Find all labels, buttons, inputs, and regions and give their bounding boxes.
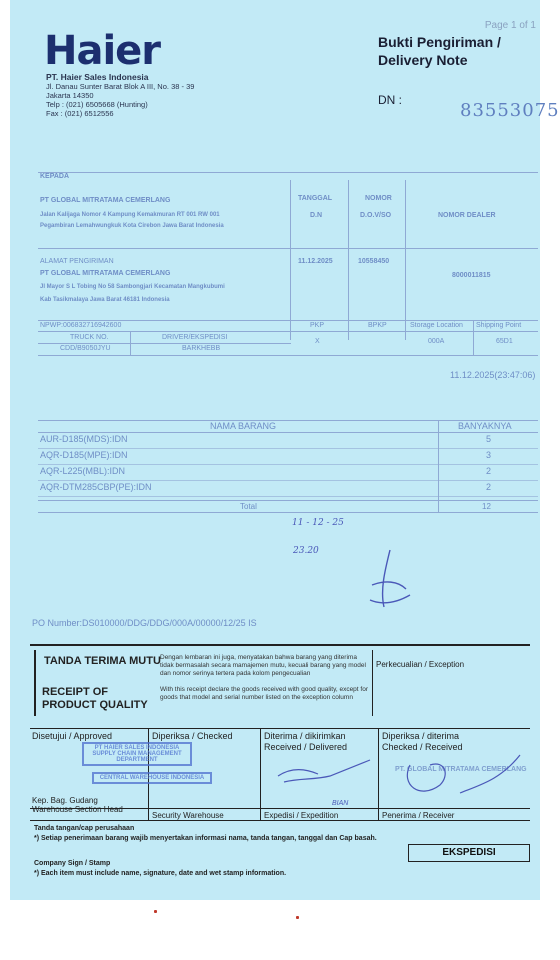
- warehouse-head-label: [32, 796, 123, 814]
- dealer-label: NOMOR DEALER: [438, 212, 496, 219]
- nomor-sub: D.O.V/SO: [360, 212, 392, 219]
- company-fax: Fax : (021) 6512556: [46, 109, 114, 118]
- warehouse-head-line-2: Warehouse Section Head: [32, 805, 123, 814]
- warehouse-stamp: CENTRAL WAREHOUSE INDONESIA: [92, 772, 212, 784]
- company-name: PT. Haier Sales Indonesia: [46, 72, 149, 82]
- ship-address-2: Kab Tasikmalaya Jawa Barat 46181 Indonesia: [40, 297, 170, 303]
- red-dot: [296, 916, 299, 919]
- sign-id-label: Tanda tangan/cap perusahaan: [34, 825, 135, 832]
- total-label: Total: [240, 502, 257, 511]
- dealer-number: 8000011815: [452, 272, 491, 279]
- expedition-signature-icon: [270, 750, 380, 800]
- dn-date: 11.12.2025: [298, 258, 333, 265]
- expedition-label: Expedisi / Expedition: [264, 811, 339, 820]
- checked-received-line-1: Diperiksa / diterima: [382, 731, 460, 741]
- bpkp-label: BPKP: [368, 322, 387, 329]
- driver-label: DRIVER/EKSPEDISI: [162, 334, 228, 341]
- company-info: [46, 73, 194, 118]
- received-delivered-line-2: Received / Delivered: [264, 742, 348, 752]
- handwritten-time: 23.20: [293, 546, 319, 556]
- shipping-value: 65D1: [496, 338, 513, 345]
- item-qty: 2: [486, 482, 492, 492]
- print-timestamp: 11.12.2025(23:47:06): [450, 370, 536, 380]
- item-qty: 3: [486, 450, 492, 460]
- warehouse-head-line-1: Kep. Bag. Gudang: [32, 796, 98, 805]
- kepada-label: KEPADA: [40, 173, 70, 180]
- tanggal-label: TANGGAL: [298, 195, 333, 202]
- exception-label: Perkecualian / Exception: [376, 660, 465, 669]
- quality-text-en: With this receipt declare the goods received with good quality, except for goods that model and serial number listed on the exception column: [160, 686, 368, 701]
- checked-label: Diperiksa / Checked: [152, 731, 233, 741]
- haier-logo: Haier: [44, 28, 161, 74]
- driver-name: BARKHEBB: [182, 345, 221, 352]
- receiver-signature-icon: [390, 745, 530, 805]
- security-label: Security Warehouse: [152, 811, 224, 820]
- item-name: AQR-D185(MPE):IDN: [40, 450, 128, 460]
- truck-label: TRUCK NO.: [70, 334, 109, 341]
- nomor-label: NOMOR: [365, 195, 392, 202]
- note-id: *) Setiap penerimaan barang wajib menyertakan informasi nama, tanda tangan, tanggal dan Cap basah.: [34, 835, 377, 842]
- handwritten-name: BIAN: [332, 800, 349, 807]
- recipient-address-1: Jalan Kalijaga Nomor 4 Kampung Kemakmuran RT 001 RW 001: [40, 212, 220, 218]
- shipping-label: Shipping Point: [476, 322, 522, 329]
- haier-stamp: [82, 742, 192, 766]
- pkp-value: X: [315, 338, 320, 345]
- tanggal-sub: D.N: [310, 212, 323, 219]
- company-address-2: Jakarta 14350: [46, 91, 94, 100]
- document-title-line-1: Bukti Pengiriman /: [378, 34, 501, 50]
- handwritten-date: 11 - 12 - 25: [292, 518, 344, 528]
- approved-label: Disetujui / Approved: [32, 731, 113, 741]
- alamat-label: ALAMAT PENGIRIMAN: [40, 258, 114, 265]
- storage-value: 000A: [428, 338, 445, 345]
- quality-text-id: Dengan lembaran ini juga, menyatakan bahwa barang yang diterima tidak bermasalah secara mamajemen mutu, kecuali barang yang model dan nomor serinya tertera pada kolom pengecualian: [160, 654, 366, 677]
- item-qty: 5: [486, 434, 492, 444]
- so-number: 10558450: [358, 258, 390, 265]
- receiver-label: Penerima / Receiver: [382, 811, 455, 820]
- col-nama-barang: NAMA BARANG: [210, 421, 277, 431]
- recipient-address-2: Pegambiran Lemahwungkuk Kota Cirebon Jawa Barat Indonesia: [40, 223, 224, 229]
- ship-address-1: Jl Mayor S L Tobing No 58 Sambongjari Kecamatan Mangkubumi: [40, 284, 225, 290]
- red-dot: [154, 910, 157, 913]
- signature-icon: [360, 545, 420, 615]
- document-title-line-2: Delivery Note: [378, 52, 468, 68]
- total-value: 12: [482, 502, 491, 511]
- recipient-stamp: PT. GLOBAL MITRATAMA CEMERLANG: [395, 766, 527, 773]
- delivery-note-sheet: [10, 0, 560, 900]
- note-en: *) Each item must include name, signature, date and wet stamp information.: [34, 870, 287, 877]
- sign-en-label: Company Sign / Stamp: [34, 860, 111, 867]
- ship-name: PT GLOBAL MITRATAMA CEMERLANG: [40, 270, 171, 277]
- stamp-line-1: PT HAIER SALES INDONESIA: [94, 745, 180, 751]
- company-phone: Telp : (021) 6505668 (Hunting): [46, 100, 148, 109]
- pkp-label: PKP: [310, 322, 325, 329]
- npwp: NPWP:006832716942600: [40, 322, 122, 329]
- col-banyaknya: BANYAKNYA: [458, 421, 512, 431]
- received-delivered-line-1: Diterima / dikirimkan: [264, 731, 346, 741]
- item-qty: 2: [486, 466, 492, 476]
- ekspedisi-copy-label: EKSPEDISI: [408, 844, 530, 862]
- item-name: AQR-L225(MBL):IDN: [40, 466, 126, 476]
- po-number: PO Number:DS010000/DDG/DDG/000A/00000/12/25 IS: [32, 618, 257, 628]
- item-name: AUR-D185(MDS):IDN: [40, 434, 128, 444]
- quality-title-id: TANDA TERIMA MUTU: [44, 655, 161, 667]
- document-title: [378, 33, 501, 69]
- dn-number: 83553075: [460, 100, 560, 121]
- quality-title-en: RECEIPT OF PRODUCT QUALITY: [42, 686, 148, 711]
- item-name: AQR-DTM285CBP(PE):IDN: [40, 482, 152, 492]
- page-number: Page 1 of 1: [484, 20, 536, 31]
- stamp-line-2: SUPPLY CHAIN MANAGEMENT DEPARTMENT: [92, 751, 182, 763]
- storage-label: Storage Location: [410, 322, 463, 329]
- recipient-name: PT GLOBAL MITRATAMA CEMERLANG: [40, 197, 171, 204]
- checked-received-line-2: Checked / Received: [382, 742, 463, 752]
- truck-number: CDD/B9050JYU: [60, 345, 111, 352]
- company-address-1: Jl. Danau Sunter Barat Blok A III, No. 38 - 39: [46, 82, 195, 91]
- dn-label: DN :: [378, 93, 402, 107]
